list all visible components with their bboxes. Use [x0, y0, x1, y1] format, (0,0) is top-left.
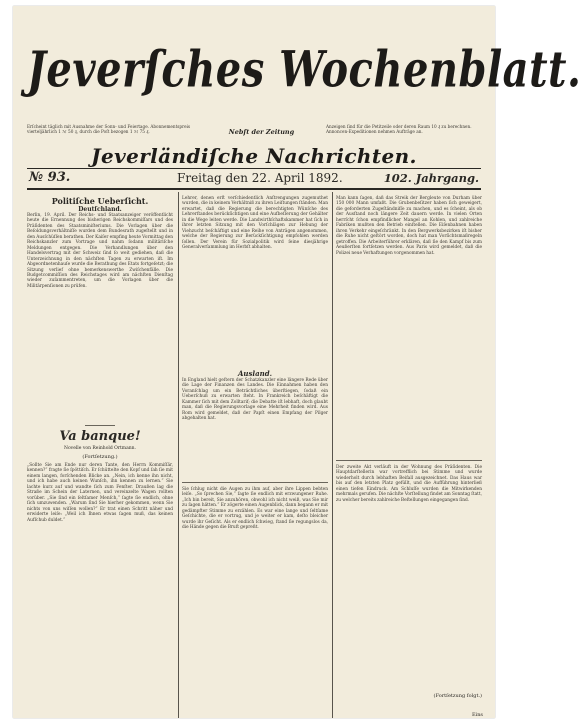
feuilleton-title: Va banque!: [59, 429, 141, 444]
column-rule: [178, 192, 179, 718]
continued-note: (Fortſetzung folgt.): [433, 693, 482, 699]
issue-line: [27, 170, 481, 188]
publisher-info-left: Erſcheint täglich mit Ausnahme der Sonn- und Feiertage. Abonnementspreis vierteljährlich 1 ℳ 50 ₰, durch die Poſt bezogen 1 ℳ 75 ₰.: [27, 124, 191, 135]
right-column: [336, 196, 482, 716]
issue-number: № 93.: [29, 170, 71, 185]
article-text: Man kann ſagen, daß das Streik der Bergleute von Durham über 150 000 Mann umfaßt. Die Grubenbeſitzer haben ſich geweigert, die geforderten Zugeſtändniſſe zu machen, und es ſcheint, als ob der Ausſtand noch längere Zeit dauern werde. In vielen Orten herrſcht ſchon empfindlicher Mangel an Kohlen, und zahlreiche Fabriken mußten den Betrieb einſtellen. Die Eiſenbahnen haben ihren Verkehr eingeſchränkt. In den Bergwerksbezirken iſt bisher die Ruhe nicht geſtört worden, doch hat man Vorſichtsmaßregeln getroffen. Die Arbeiterführer erklären, daß ſie den Kampf bis zum Aeußerſten fortſetzen werden. Aus Paris wird gemeldet, daß die Polizei neue Verhaftungen vorgenommen hat.: [336, 196, 482, 256]
divider: [85, 425, 115, 426]
article-text: Lehrer, denen erſt verſchiedentlich Anſtrengungen zugemuthet wurden, die in keinem Verhältniß zu ihren Leiſtungen ſtänden. Man erwartet, daß die Regierung die berechtigten Wünſche des Lehrerſtandes berückſichtigen und eine Aufbeſſerung der Gehälter in die Wege leiten werde. Die Landwirthſchaftskammer hat ſich in ihrer letzten Sitzung mit den Vorſchlägen zur Hebung der Viehzucht beſchäftigt und eine Reihe von Anträgen angenommen, welche der Regierung zur Berückſichtigung empfohlen werden ſollen. Der Verein für Sozialpolitik wird ſeine diesjährige Generalverſammlung im Herbſt abhalten.: [182, 196, 328, 251]
feuilleton-text: Sie ſchlug nicht die Augen zu ihm auf, aber ihre Lippen bebten leiſe. „So ſprechen Sie,“ ſagte ſie endlich mit erzwungener Ruhe. „Ich bin bereit, Sie anzuhören, obwohl ich nicht weiß, was Sie mir zu ſagen hätten.“ Er zögerte einen Augenblick, dann begann er mit gedämpfter Stimme zu erzählen. Es war eine lange und ſeltſame Geſchichte, die er vortrug, und je weiter er kam, deſto bleicher wurde ihr Geſicht. Als er endlich ſchwieg, ſtand ſie regungslos da, die Hände gegen die Bruſt gepreßt.: [182, 487, 328, 531]
section-heading: Ausland.: [237, 369, 273, 378]
divider: [182, 482, 328, 483]
publisher-info-right: Anzeigen ſind für die Petitzeile oder deren Raum 10 ₰ zu berechnen. Annoncen-Expeditionen nehmen Aufträge an.: [326, 124, 472, 135]
divider: [336, 460, 482, 461]
article-text: Berlin, 19. April. Der Reichs- und Staatsanzeiger veröffentlicht heute die Ernennung des bisherigen Reichskommiſſars und des Präſidenten des Staatsminiſteriums. Die Vorlagen über die Beſoldungsverhältniſſe wurden dem Bundesrath zugeſtellt und in den Ausſchüſſen berathen. Der Kaiſer empfing heute Vormittag den Reichskanzler zum Vortrage und nahm ſodann militäriſche Meldungen entgegen. Die Verhandlungen über den Handelsvertrag mit der Schweiz ſind ſo weit gediehen, daß die Unterzeichnung in den nächſten Tagen zu erwarten iſt. Im Abgeordnetenhauſe wurde die Berathung des Etats fortgeſetzt; die Sitzung verlief ohne bemerkenswerthe Zwiſchenfälle. Die Budgetcommiſſion des Reichstages wird am nächſten Dienſtag wieder zuſammentreten, um die Vorlagen über die Militärpenſionen zu prüfen.: [27, 213, 173, 289]
publisher-info-middle: Nebſt der Zeitung: [228, 128, 295, 136]
issue-year: 102. Jahrgang.: [383, 171, 479, 185]
left-column: [27, 196, 173, 716]
subtitle: Jeverländiſche Nachrichten.: [91, 144, 417, 168]
catchword: Eins: [471, 712, 483, 718]
feuilleton-text: „Sollte Sie am Ende nur deren Tante, den Herrn Kommiſſär, kennen?“ fragte ſie ſpöttiſch. Er ſchüttelte den Kopf und ſah ſie mit einem langen, forſchenden Blicke an. „Nein, ich kenne ihn nicht, und ich habe auch keinen Wunſch, ihn kennen zu lernen.“ Sie lachte kurz auf und wandte ſich zum Fenſter. Draußen lag die Straße im Schein der Laternen, und vereinzelte Wagen rollten vorüber. „Sie ſind ein ſeltſamer Menſch,“ ſagte ſie endlich, ohne ſich umzuwenden. „Warum ſind Sie hierher gekommen, wenn Sie nichts von uns wiſſen wollen?“ Er trat einen Schritt näher und erwiderte leiſe: „Weil ich Ihnen etwas ſagen muß, das keinen Aufſchub duldet.“: [27, 463, 173, 523]
middle-column: [182, 196, 328, 716]
feuilleton-author: Novelle von Reinhold Ortmann.: [64, 446, 136, 451]
rule-bottom: [27, 188, 481, 190]
feuilleton-continued: (Fortſetzung.): [82, 454, 118, 460]
region-heading: Deutſchland.: [78, 206, 122, 213]
feuilleton-text: Der zweite Akt verläuft in der Wohnung des Präſidenten. Die Hauptdarſtellerin war vortrefflich bei Stimme und wurde wiederholt durch lebhaften Beifall ausgezeichnet. Das Haus war bis auf den letzten Platz gefüllt, und die Aufführung hinterließ einen tiefen Eindruck. Am Schluſſe wurden die Mitwirkenden mehrmals gerufen. Die nächſte Vorſtellung findet am Sonntag ſtatt, zu welcher bereits zahlreiche Beſtellungen eingegangen ſind.: [336, 465, 482, 503]
masthead-title: Jeverſches Wochenblatt.: [27, 40, 581, 99]
column-rule: [332, 192, 333, 718]
section-heading: Politiſche Ueberſicht.: [51, 196, 149, 206]
article-text: In England hielt geſtern der Schatzkanzler eine längere Rede über die Lage der Finanzen des Landes. Die Einnahmen haben den Voranſchlag um ein Beträchtliches überſtiegen, ſodaß ein Ueberſchuß zu erwarten ſteht. In Frankreich beſchäftigt die Kammer ſich mit dem Zolltarif; die Debatte iſt lebhaft, doch glaubt man, daß die Regierungsvorlage eine Mehrheit finden wird. Aus Rom wird gemeldet, daß der Papſt einen Empfang der Pilger abgehalten hat.: [182, 378, 328, 422]
issue-date: Freitag den 22. April 1892.: [177, 171, 343, 185]
newspaper-page: [13, 6, 581, 718]
